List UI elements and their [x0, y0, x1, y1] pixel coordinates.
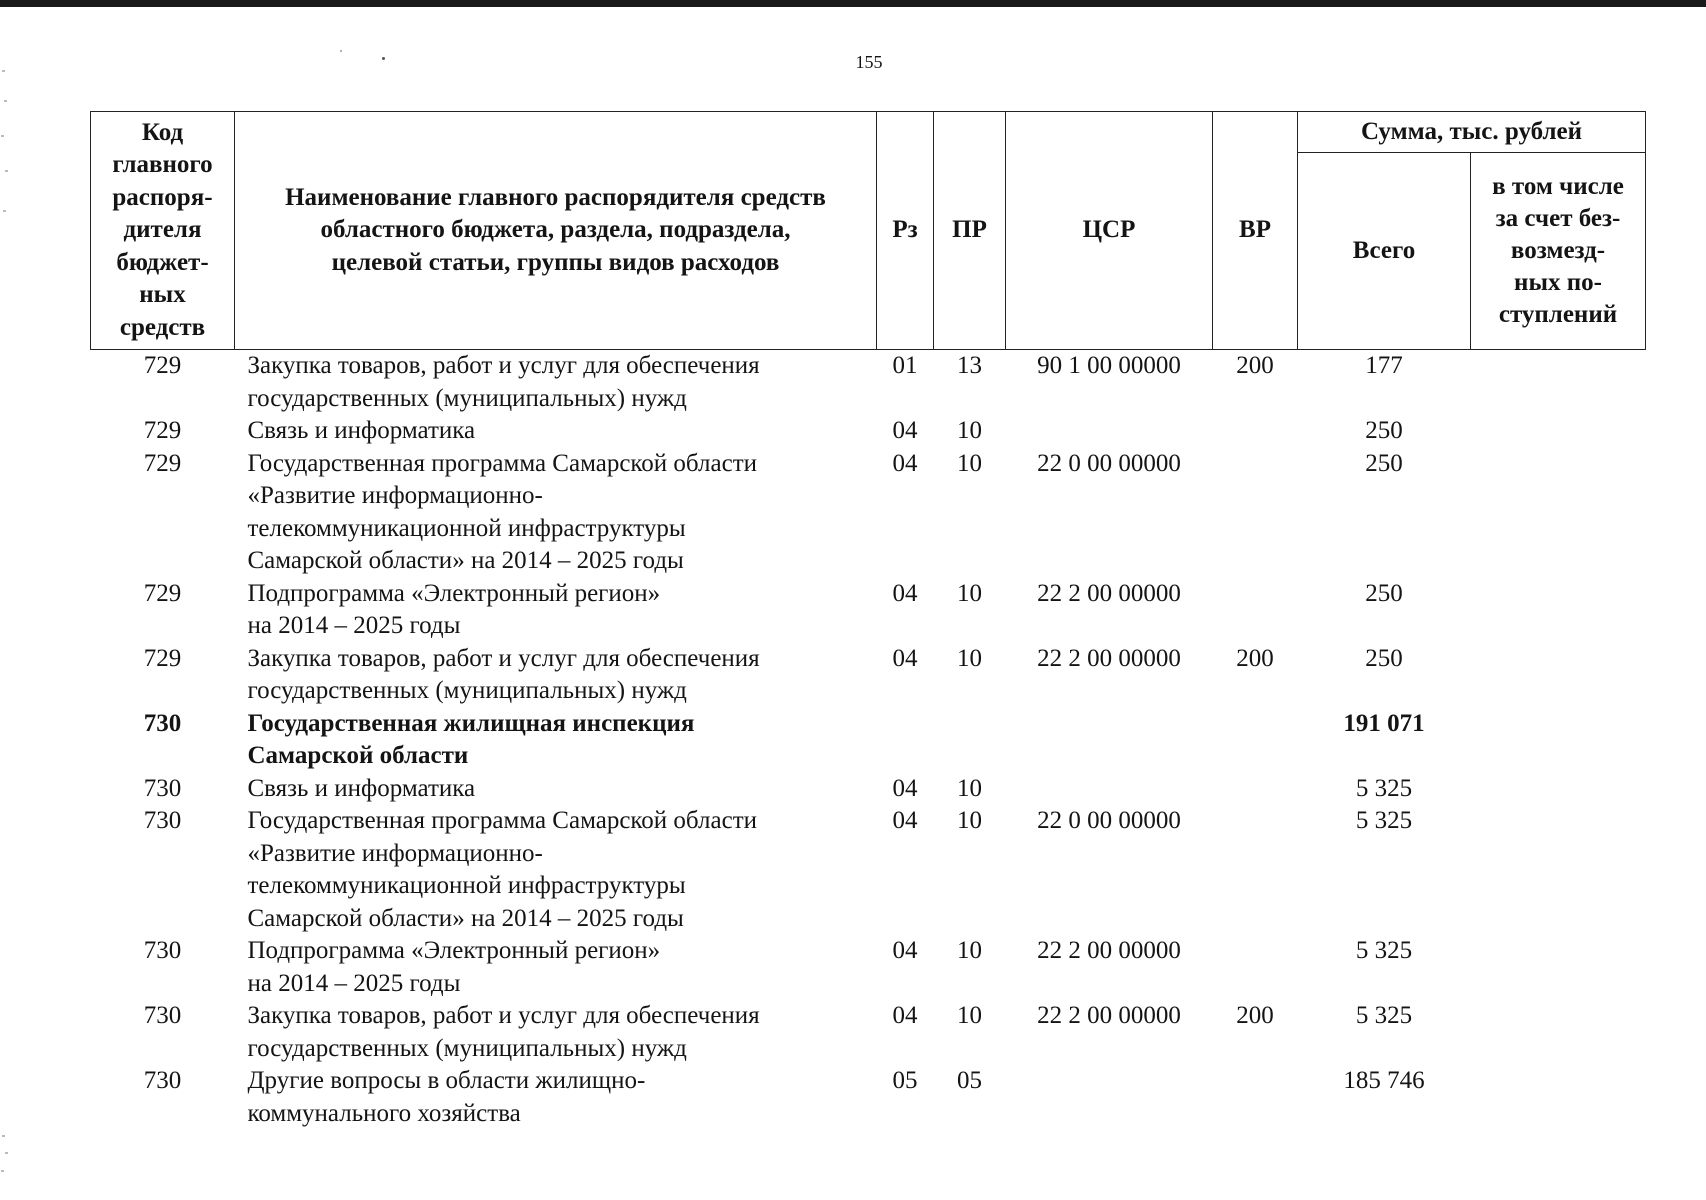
cell-rz — [877, 708, 934, 773]
cell-vr — [1213, 805, 1298, 935]
cell-including — [1471, 805, 1646, 935]
cell-vr — [1213, 708, 1298, 773]
cell-name — [235, 1065, 877, 1130]
table-header-row — [91, 112, 1646, 153]
cell-csr — [1006, 773, 1213, 806]
table-row — [91, 1000, 1646, 1065]
cell-code: 729 — [143, 644, 182, 672]
cell-code: 730 — [143, 1002, 182, 1029]
cell-code: 730 — [143, 774, 182, 802]
cell-csr — [1006, 1065, 1213, 1130]
cell-rz: 04 — [892, 644, 918, 672]
cell-name — [235, 1000, 877, 1065]
cell-name-line: на 2014 – 2025 годы — [247, 969, 461, 997]
cell-pr: 10 — [957, 1002, 982, 1029]
cell-code: 729 — [143, 417, 182, 444]
cell-vr — [1213, 773, 1298, 806]
cell-total: 185 746 — [1343, 1067, 1425, 1094]
table-row — [91, 935, 1646, 1000]
header-including-line: в том числе — [1492, 173, 1624, 200]
cell-vr: 200 — [1236, 644, 1274, 672]
cell-name-line: коммунального хозяйства — [247, 1099, 521, 1127]
cell-name — [235, 708, 877, 773]
cell-rz: 04 — [892, 937, 918, 964]
header-name-line: областного бюджета, раздела, подраздела, — [320, 216, 791, 244]
header-pr: ПР — [934, 112, 1006, 350]
cell-name — [235, 448, 877, 578]
cell-name-line: на 2014 – 2025 годы — [247, 612, 461, 639]
cell-csr: 22 2 00 00000 — [1037, 579, 1181, 607]
cell-name-line: Закупка товаров, работ и услуг для обеспечения — [247, 644, 760, 672]
cell-code: 730 — [143, 709, 182, 737]
cell-csr: 22 0 00 00000 — [1037, 449, 1181, 477]
cell-name-line: Связь и информатика — [247, 774, 476, 802]
cell-pr: 10 — [957, 417, 982, 444]
cell-rz: 04 — [892, 449, 918, 477]
cell-rz: 05 — [892, 1067, 918, 1094]
header-code-line: средств — [119, 313, 206, 341]
page-number: 155 — [855, 52, 883, 72]
table-row — [91, 643, 1646, 708]
cell-name-line: государственных (муниципальных) нужд — [247, 677, 687, 704]
cell-name-line: телекоммуникационной инфраструктуры — [247, 514, 686, 542]
cell-including — [1471, 643, 1646, 708]
cell-name-line: Государственная программа Самарской области — [247, 807, 757, 834]
table-row — [91, 708, 1646, 773]
header-name-line: Наименование главного распорядителя средств — [285, 183, 826, 211]
cell-pr: 10 — [957, 937, 982, 964]
cell-total: 5 325 — [1355, 1002, 1413, 1029]
cell-pr: 05 — [957, 1067, 982, 1094]
cell-including — [1471, 415, 1646, 448]
cell-pr: 10 — [957, 579, 982, 607]
cell-including — [1471, 1000, 1646, 1065]
cell-total: 5 325 — [1355, 807, 1413, 834]
cell-name-line: Государственная жилищная инспекция — [247, 709, 695, 737]
scan-edge-noise — [0, 60, 10, 260]
cell-name — [235, 643, 877, 708]
header-including-line: возмезд- — [1510, 237, 1606, 264]
cell-including — [1471, 773, 1646, 806]
cell-csr: 22 2 00 00000 — [1037, 644, 1181, 672]
header-code-line: дителя — [123, 216, 202, 244]
header-code-line: Код — [141, 118, 184, 146]
cell-csr: 90 1 00 00000 — [1037, 352, 1181, 379]
cell-including — [1471, 578, 1646, 643]
top-border-rule — [0, 0, 1706, 7]
header-code-line: ных — [139, 281, 186, 309]
cell-name-line: Подпрограмма «Электронный регион» — [247, 579, 661, 607]
cell-including — [1471, 448, 1646, 578]
cell-rz: 01 — [892, 352, 918, 379]
header-sum: Сумма, тыс. рублей — [1298, 112, 1646, 153]
cell-name-line: Другие вопросы в области жилищно- — [247, 1067, 646, 1094]
cell-total: 250 — [1365, 579, 1403, 607]
cell-total: 250 — [1365, 644, 1403, 672]
cell-including — [1471, 350, 1646, 416]
cell-csr — [1006, 415, 1213, 448]
cell-including — [1471, 1065, 1646, 1130]
header-including-line: за счет без- — [1495, 205, 1621, 232]
header-code-line: бюджет- — [116, 248, 209, 276]
cell-code: 729 — [143, 579, 182, 607]
cell-name-line: Связь и информатика — [247, 417, 476, 444]
header-code — [91, 112, 235, 350]
cell-name-line: «Развитие информационно- — [247, 839, 543, 867]
cell-pr: 10 — [957, 644, 982, 672]
cell-rz: 04 — [892, 774, 918, 802]
table-row — [91, 578, 1646, 643]
table-row — [91, 773, 1646, 806]
cell-pr — [934, 708, 1006, 773]
cell-name-line: Подпрограмма «Электронный регион» — [247, 937, 661, 964]
cell-rz: 04 — [892, 417, 918, 444]
cell-vr — [1213, 448, 1298, 578]
scan-speck — [340, 50, 342, 52]
cell-pr: 10 — [957, 449, 982, 477]
cell-name-line: государственных (муниципальных) нужд — [247, 384, 687, 412]
cell-name-line: Закупка товаров, работ и услуг для обеспечения — [247, 352, 760, 379]
scan-edge-noise — [0, 1130, 10, 1190]
cell-name — [235, 415, 877, 448]
cell-name-line: телекоммуникационной инфраструктуры — [247, 872, 686, 899]
cell-rz: 04 — [892, 1002, 918, 1029]
cell-name-line: Самарской области» на 2014 – 2025 годы — [247, 904, 684, 932]
header-code-line: распоря- — [112, 183, 213, 211]
header-code-line: главного — [112, 151, 213, 179]
cell-vr: 200 — [1236, 1002, 1274, 1029]
cell-vr — [1213, 415, 1298, 448]
cell-rz: 04 — [892, 579, 918, 607]
cell-rz: 04 — [892, 807, 918, 834]
cell-name — [235, 350, 877, 416]
cell-total: 177 — [1365, 352, 1403, 379]
cell-including — [1471, 708, 1646, 773]
cell-name-line: Самарской области» на 2014 – 2025 годы — [247, 547, 684, 574]
cell-vr — [1213, 1065, 1298, 1130]
cell-name-line: Закупка товаров, работ и услуг для обеспечения — [247, 1002, 760, 1029]
cell-code: 729 — [143, 352, 182, 379]
cell-name — [235, 805, 877, 935]
cell-csr: 22 0 00 00000 — [1037, 807, 1181, 834]
header-csr: ЦСР — [1006, 112, 1213, 350]
header-including-line: ступлений — [1498, 301, 1618, 328]
cell-total: 5 325 — [1355, 774, 1413, 802]
table-row — [91, 350, 1646, 416]
cell-name-line: государственных (муниципальных) нужд — [247, 1034, 687, 1062]
cell-name-line: «Развитие информационно- — [247, 482, 543, 509]
cell-code: 729 — [143, 449, 182, 477]
table-row — [91, 1065, 1646, 1130]
cell-name — [235, 578, 877, 643]
budget-table — [90, 111, 1646, 1130]
cell-vr — [1213, 578, 1298, 643]
header-name-line: целевой статьи, группы видов расходов — [331, 248, 780, 276]
cell-name-line: Государственная программа Самарской области — [247, 449, 757, 477]
cell-csr: 22 2 00 00000 — [1037, 937, 1181, 964]
cell-name-line: Самарской области — [247, 742, 469, 769]
cell-total: 250 — [1365, 449, 1403, 477]
table-body — [91, 350, 1646, 1131]
cell-pr: 13 — [957, 352, 982, 379]
cell-including — [1471, 935, 1646, 1000]
table-row — [91, 805, 1646, 935]
cell-vr: 200 — [1236, 352, 1274, 379]
cell-total: 250 — [1365, 417, 1403, 444]
cell-code: 730 — [143, 1067, 182, 1094]
cell-pr: 10 — [957, 807, 982, 834]
cell-code: 730 — [143, 937, 182, 964]
cell-pr: 10 — [957, 774, 982, 802]
header-rz: Рз — [877, 112, 934, 350]
table-row — [91, 448, 1646, 578]
cell-code: 730 — [143, 807, 182, 834]
cell-total: 5 325 — [1355, 937, 1413, 964]
header-name — [235, 112, 877, 350]
cell-csr — [1006, 708, 1213, 773]
cell-name — [235, 773, 877, 806]
table-row — [91, 415, 1646, 448]
header-vr: ВР — [1213, 112, 1298, 350]
scan-speck — [382, 57, 385, 60]
cell-total: 191 071 — [1343, 709, 1425, 737]
cell-name — [235, 935, 877, 1000]
header-total: Всего — [1298, 153, 1471, 350]
cell-csr: 22 2 00 00000 — [1037, 1002, 1181, 1029]
cell-vr — [1213, 935, 1298, 1000]
header-including-line: ных по- — [1514, 269, 1602, 296]
header-including — [1471, 153, 1646, 350]
